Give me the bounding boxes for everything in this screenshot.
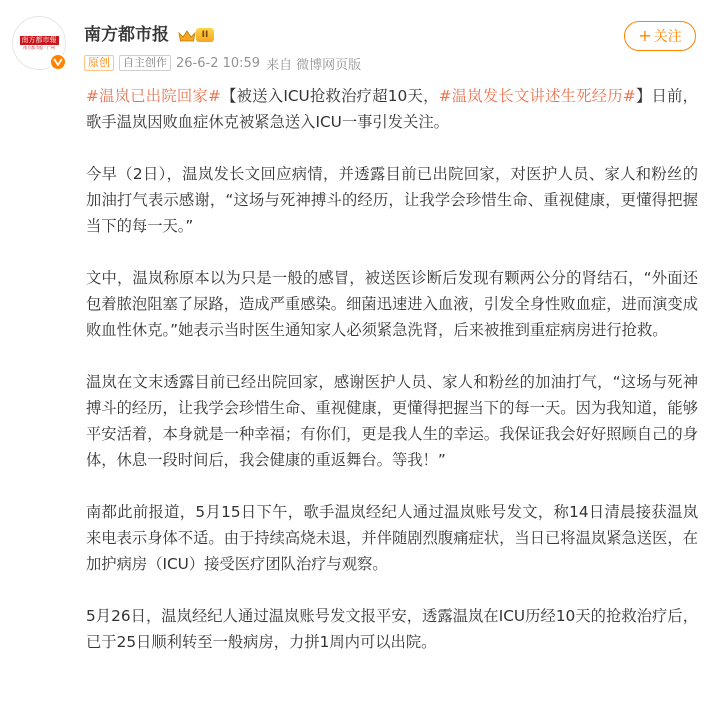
post-paragraph-4: 温岚在文末透露目前已经出院回家，感谢医护人员、家人和粉丝的加油打气，“这场与死神搏斗的经历，让我学会珍惜生命、重视健康，更懂得把握当下的每一天。因为我知道，能够平安活着，本身就是一种幸福；有你们，更是我人生的幸运。我保证我会好好照顾自己的身体，休息一段时间后，我会健康的重返舞台。等我！”: [86, 373, 698, 469]
post-source: 微博网页版: [296, 57, 362, 73]
avatar-logo-text: 南方都市報: [21, 35, 57, 44]
self-created-tag: 自主创作: [119, 55, 171, 71]
post-paragraph-5: 南都此前报道，5月15日下午，歌手温岚经纪人通过温岚账号发文，称14日清晨接获温岚来电表示身体不适。由于持续高烧未退，并伴随剧烈腹痛症状，当日已将温岚紧急送医，在加护病房（ICU）接受医疗团队治疗与观察。: [86, 503, 698, 573]
crown-icon: [177, 28, 197, 42]
post-paragraph-2: 今早（2日），温岚发长文回应病情，并透露目前已出院回家，对医护人员、家人和粉丝的加油打气表示感谢，“这场与死神搏斗的经历，让我学会珍惜生命、重视健康，更懂得把握当下的每一天。”: [86, 165, 698, 235]
avatar[interactable]: [12, 16, 66, 70]
post-paragraph-1: [86, 83, 698, 135]
plus-icon: +: [638, 26, 652, 45]
level-badge: II: [196, 28, 214, 42]
post-paragraph-6: 5月26日，温岚经纪人通过温岚账号发文报平安，透露温岚在ICU历经10天的抢救治疗后，已于25日顺利转至一般病房，力拼1周内可以出院。: [86, 607, 698, 651]
original-tag: 原创: [84, 55, 114, 71]
post-content: [86, 83, 698, 655]
post-meta: [84, 54, 361, 72]
avatar-logo-subtext: 南方都市报 · 广州: [23, 44, 55, 50]
author-name[interactable]: 南方都市报: [84, 25, 169, 45]
hashtag-link[interactable]: #温岚发长文讲述生死经历#: [438, 87, 636, 105]
post-timestamp[interactable]: 26-6-2 10:59: [176, 55, 261, 71]
hashtag-link[interactable]: #温岚已出院回家#: [86, 87, 221, 105]
verified-v-icon: [49, 53, 67, 71]
follow-button[interactable]: [624, 21, 696, 51]
paragraph-text: 】日前，歌手温岚因败血症休克被紧急送入ICU一事引发关注。: [86, 87, 698, 131]
source-prefix: 来自: [266, 57, 293, 73]
post-paragraph-3: 文中，温岚称原本以为只是一般的感冒，被送医诊断后发现有颗两公分的肾结石，“外面还包着脓泡阻塞了尿路，造成严重感染。细菌迅速进入血液，引发全身性败血症，进而演变成败血性休克。”她表示当时医生通知家人必须紧急洗肾，后来被推到重症病房进行抢救。: [86, 269, 698, 339]
paragraph-text: 【被送入ICU抢救治疗超10天，: [220, 87, 439, 105]
follow-label: 关注: [653, 29, 682, 45]
